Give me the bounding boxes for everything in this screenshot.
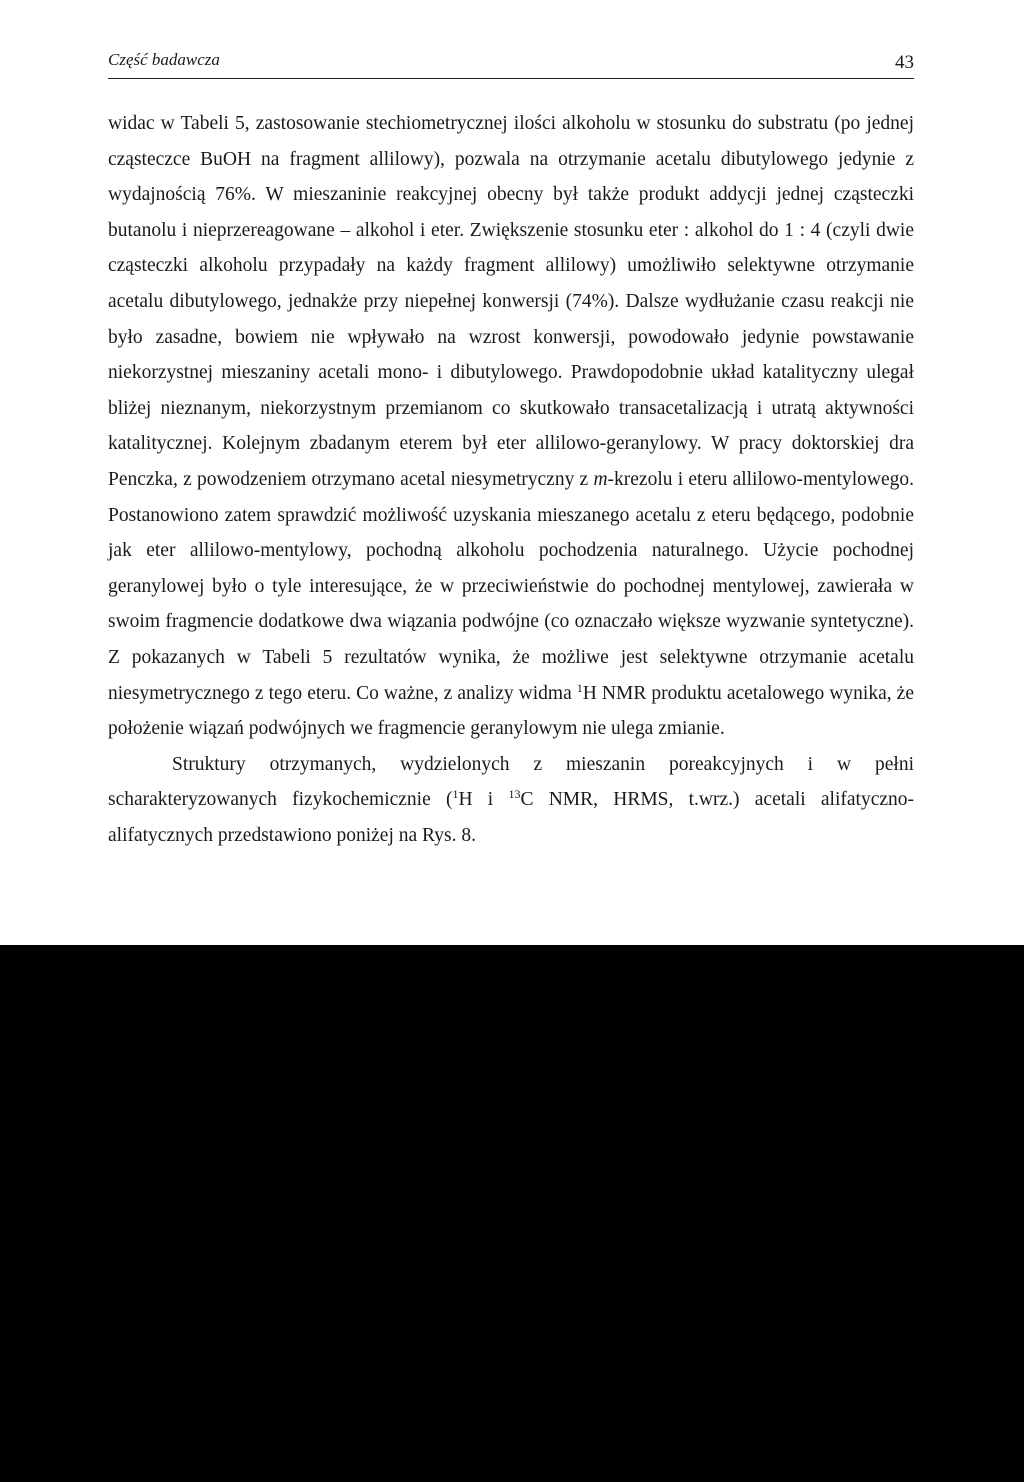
superscript-13: 13 <box>508 787 521 802</box>
paragraph-2-text-c: C NMR, HRMS, t.wrz.) acetali alifatyczno-alifatycznych przedstawiono poniżej na Rys. 8. <box>108 789 914 846</box>
page-number: 43 <box>895 52 914 73</box>
superscript-1: 1 <box>576 680 583 695</box>
paragraph-1-text-c: H NMR produktu acetalowego wynika, że położenie wiązań podwójnych we fragmencie geranylowym nie ulega zmianie. <box>108 682 914 740</box>
meta-prefix: m <box>593 468 608 490</box>
superscript-1-b: 1 <box>452 787 459 802</box>
paragraph-1-text-b: -krezolu i eteru allilowo-mentylowego. Postanowiono zatem sprawdzić możliwość uzyskania mieszanego acetalu z eteru będącego, podobnie jak eter allilowo-mentylowy, pochodną alkoholu pochodzenia naturalnego. Użycie pochodnej geranylowej było o tyle interesujące, że w przeciwieństwie do pochodnej mentylowej, zawierała w swoim fragmencie dodatkowe dwa wiązania podwójne (co oznaczało większe wyzwanie syntetyczne). Z pokazanych w Tabeli 5 rezultatów wynika, że możliwe jest selektywne otrzymanie acetalu niesymetrycznego z tego eteru. Co ważne, z analizy widma <box>108 468 914 704</box>
body-text <box>108 106 914 853</box>
paragraph-2-text-b: H i <box>458 789 509 811</box>
section-title: Część badawcza <box>108 50 220 69</box>
paragraph-2 <box>108 747 914 854</box>
paragraph-1 <box>108 106 914 747</box>
paragraph-1-text-a: widac w Tabeli 5, zastosowanie stechiometrycznej ilości alkoholu w stosunku do substratu (po jednej cząsteczce BuOH na fragment allilowy), pozwala na otrzymanie acetalu dibutylowego jedynie z wydajnością 76%. W mieszaninie reakcyjnej obecny był także produkt addycji jednej cząsteczki butanolu i nieprzereagowane – alkohol i eter. Zwiększenie stosunku eter : alkohol do 1 : 4 (czyli dwie cząsteczki alkoholu przypadały na każdy fragment allilowy) umożliwiło selektywne otrzymanie acetalu dibutylowego, jednakże przy niepełnej konwersji (74%). Dalsze wydłużanie czasu reakcji nie było zasadne, bowiem nie wpływało na wzrost konwersji, powodowało jedynie powstawanie niekorzystnej mieszaniny acetali mono- i dibutylowego. Prawdopodobnie układ katalityczny ulegał bliżej nieznanym, niekorzystnym przemianom co skutkowało transacetalizacją i utratą aktywności katalitycznej. Kolejnym zbadanym eterem był eter allilowo-geranylowy. W pracy doktorskiej dra Penczka, z powodzeniem otrzymano acetal niesymetryczny z <box>108 113 914 490</box>
paragraph-2-text-a: Struktury otrzymanych, wydzielonych z mieszanin poreakcyjnych i w pełni scharakteryzowanych fizykochemicznie ( <box>108 753 914 811</box>
page-header <box>108 46 914 79</box>
